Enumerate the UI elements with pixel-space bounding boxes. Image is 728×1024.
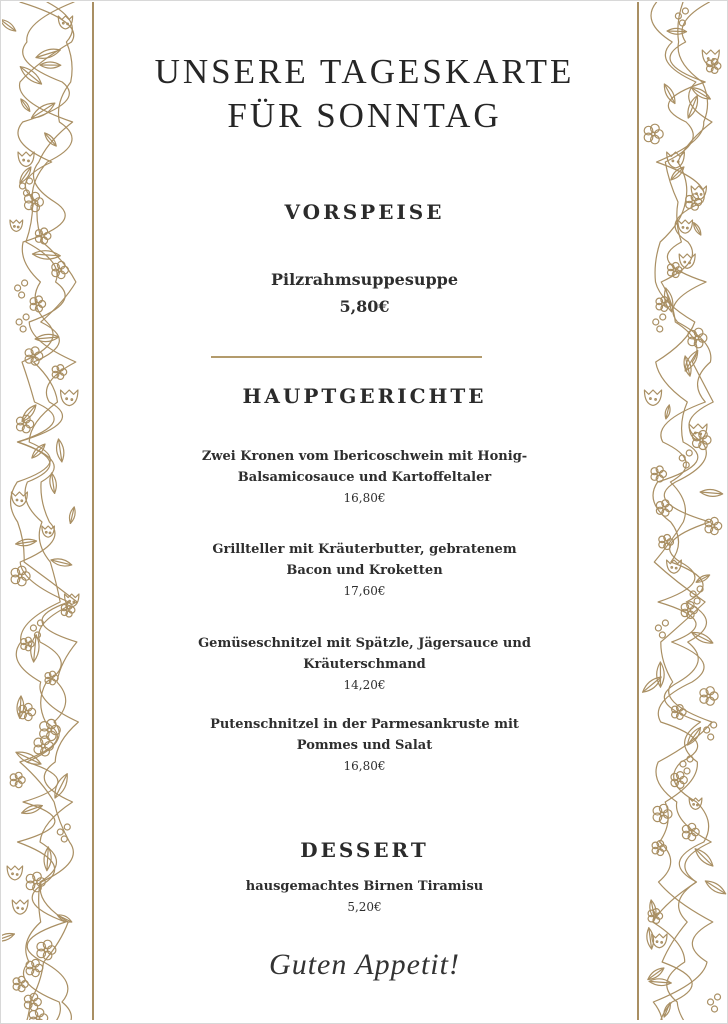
main-dish-2 — [154, 539, 575, 602]
floral-border-right — [637, 2, 727, 1020]
menu-title-line-2: FÜR SONNTAG — [227, 96, 502, 135]
main-dish-4 — [154, 714, 575, 777]
section-heading-starter: VORSPEISE — [284, 200, 445, 224]
dish-name-line-1: Zwei Kronen vom Ibericoschwein mit Honig- — [201, 449, 528, 464]
closing-greeting: Guten Appetit! — [269, 948, 460, 981]
dish-price: 17,60€ — [343, 584, 386, 598]
dish-price: 5,20€ — [347, 900, 382, 914]
section-heading-mains: HAUPTGERICHTE — [242, 384, 487, 408]
dish-name-line-2: Bacon und Kroketten — [286, 563, 443, 578]
dessert-dish — [154, 876, 575, 918]
floral-pattern-left — [2, 2, 92, 1020]
dish-name-line-1: Putenschnitzel in der Parmesankruste mit — [210, 717, 519, 732]
menu-title-line-1: UNSERE TAGESKARTE — [154, 52, 575, 91]
main-dish-1 — [154, 446, 575, 509]
main-dish-3 — [154, 633, 575, 696]
dish-price: 5,80€ — [339, 297, 390, 316]
dish-name: Pilzrahmsuppesuppe — [270, 270, 459, 289]
dish-name-line-2: Pommes und Salat — [296, 738, 433, 753]
menu-content — [94, 0, 635, 1024]
menu-title — [94, 50, 635, 138]
dish-price: 14,20€ — [343, 678, 386, 692]
floral-border-left — [2, 2, 94, 1020]
dish-name: hausgemachtes Birnen Tiramisu — [245, 879, 484, 894]
dish-price: 16,80€ — [343, 759, 386, 773]
floral-pattern-right — [639, 2, 727, 1020]
section-divider — [211, 356, 482, 358]
dish-price: 16,80€ — [343, 491, 386, 505]
dish-name-line-1: Grillteller mit Kräuterbutter, gebratenem — [212, 542, 517, 557]
dish-name-line-2: Balsamicosauce und Kartoffeltaler — [237, 470, 492, 485]
section-heading-dessert: DESSERT — [300, 838, 429, 862]
dish-name-line-1: Gemüseschnitzel mit Spätzle, Jägersauce und — [198, 636, 531, 651]
dish-name-line-2: Kräuterschmand — [303, 657, 426, 672]
starter-dish — [154, 266, 575, 320]
